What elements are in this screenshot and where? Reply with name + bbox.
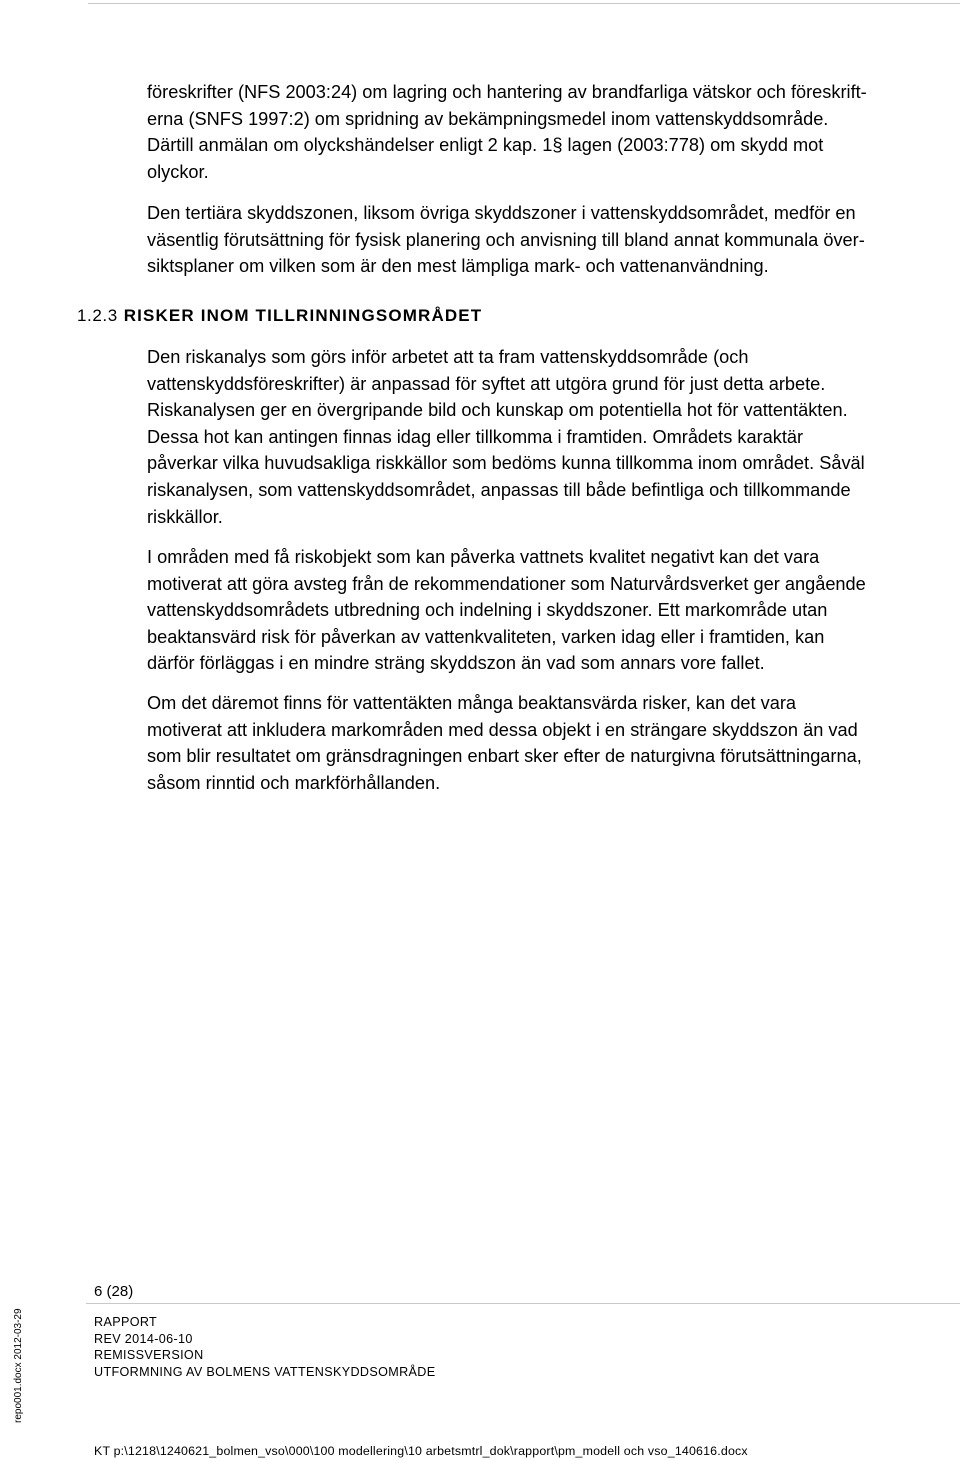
section-number: 1.2.3: [77, 306, 118, 325]
file-path: KT p:\1218\1240621_bolmen_vso\000\100 modellering\10 arbetsmtrl_dok\rapport\pm_modell och vso_140616.docx: [94, 1444, 748, 1458]
section-heading: [77, 303, 482, 329]
template-reference: repo001.docx 2012-03-29: [13, 1308, 24, 1423]
revision-date: REV 2014-06-10: [94, 1331, 193, 1346]
top-divider: [88, 3, 960, 4]
section-paragraph-3: Om det däremot finns för vattentäkten många beaktansvärda risker, kan det vara motiverat att inkludera markområden med dessa objekt i en strängare skyddszon än vad som blir resultatet om gränsdragningen enbart sker efter de naturgivna förutsättningarna, såsom rinntid och markförhållanden.: [147, 693, 862, 793]
page-number: 6 (28): [94, 1283, 134, 1300]
footer-metadata: [94, 1314, 435, 1380]
section-paragraph-2: I områden med få riskobjekt som kan påverka vattnets kvalitet negativt kan det vara motiverat att göra avsteg från de rekommendationer som Naturvårdsverket ger angående vattenskyddsområdets utbredning och indelning i skyddszoner. Ett markområde utan beaktansvärd risk för påverkan av vattenkvaliteten, varken idag eller i framtiden, kan därför förläggas i en mindre sträng skyddszon än vad som annars vore fallet.: [147, 547, 866, 674]
section-paragraph-1: Den riskanalys som görs inför arbetet att ta fram vattenskyddsområde (och vattenskyddsföreskrifter) är anpassad för syftet att utgöra grund för just detta arbete. Riskanalysen ger en övergripande bild och kunskap om potentiella hot för vattentäkten. Dessa hot kan antingen finnas idag eller tillkomma i framtiden. Områdets karaktär påverkar vilka huvudsakliga riskkällor som bedöms kunna tillkomma inom området. Såväl riskanalysen, som vattenskyddsområdet, anpassas till både befintliga och tillkommande riskkällor.: [147, 347, 865, 527]
report-type: RAPPORT: [94, 1315, 158, 1329]
document-version: REMISSVERSION: [94, 1348, 204, 1363]
body-paragraph-1: föreskrifter (NFS 2003:24) om lagring och hantering av brandfarliga vätskor och föreskrift- erna (SNFS 1997:2) om spridning av bekämpningsmedel inom vattenskyddsområde. Därtill anmälan om olyckshändelser enligt 2 kap. 1§ lagen (2003:778) om skydd mot olyckor.: [147, 82, 867, 182]
footer-divider: [86, 1303, 960, 1304]
body-paragraph-2: Den tertiära skyddszonen, liksom övriga skyddszoner i vattenskyddsområdet, medför en väsentlig förutsättning för fysisk planering och anvisning till bland annat kommunala över- siktsplaner om vilken som är den mest lämpliga mark- och vattenanvändning.: [147, 203, 865, 277]
report-title: UTFORMNING AV BOLMENS VATTENSKYDDSOMRÅDE: [94, 1364, 436, 1379]
section-title: RISKER INOM TILLRINNINGSOMRÅDET: [123, 306, 483, 325]
